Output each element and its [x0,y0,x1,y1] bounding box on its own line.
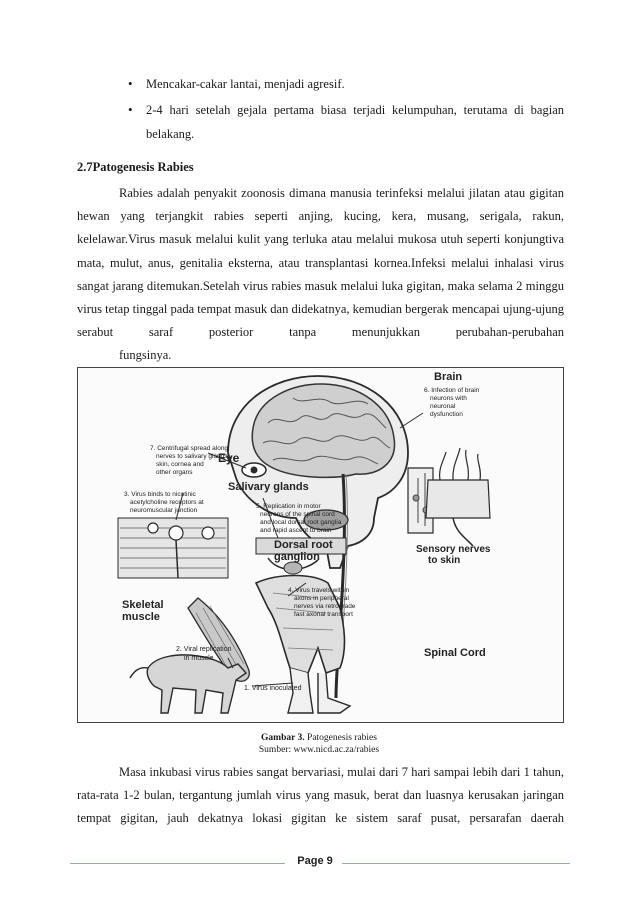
step-7-line-2: nerves to salivary glands, [156,453,230,460]
section-heading: 2.7Patogenesis Rabies [77,160,194,174]
figure-rabies-pathogenesis [77,367,564,723]
body-paragraph [77,182,564,368]
page-footer [70,855,570,871]
paragraph-text: Rabies adalah penyakit zoonosis dimana manusia terinfeksi melalui jilatan atau gigitan hewan yang terjangkit rabies seperti anjing, kucing, kera, musang, serigala, rakun, kelelawar.Virus masuk melalui kulit yang terluka atau melalui mukosa utuh seperti konjungtiva mata, mulut, anus, genitalia eksterna, atau transplantasi kornea.Infeksi melalui inhalasi virus sangat jarang ditemukan.Setelah virus rabies masuk melalui luka gigitan, maka selama 2 minggu virus tetap tinggal pada tempat masuk dan didekatnya, kemudian bergerak mencapai ujung-ujung serabut saraf posterior tanpa menunjukkan perubahan-perubahan [77,186,564,340]
label-dorsal-root: Dorsal root [274,539,333,551]
step-4-line-1: 4. Virus travels within [288,587,350,594]
paragraph-text: Masa inkubasi virus rabies sangat bervariasi, mulai dari 7 hari sampai lebih dari 1 tahun, rata-rata 1-2 bulan, tergantung jumlah virus yang masuk, berat dan luasnya kerusakan jaringan tempat gigitan, jauh dekatnya lokasi gigitan ke sistem saraf pusat, persarafan daerah [77,765,564,826]
label-salivary-glands: Salivary glands [228,481,309,493]
bullet-list [128,72,564,146]
figure-illustration [78,368,563,722]
label-eye: Eye [218,451,240,465]
figure-caption [0,733,638,743]
label-brain: Brain [434,371,463,383]
step-4-line-3: nerves via retrograde [294,603,356,610]
bullet-item: • 2-4 hari setelah gejala pertama biasa terjadi kelumpuhan, terutama di bagian belakang. [128,98,564,146]
step-3-line-3: neuromuscular junction [130,507,198,514]
label-skeletal: Skeletal [122,599,164,611]
footer-rule-right [342,863,570,864]
step-4-line-2: axons in peripheral [294,595,349,602]
step-2-line-1: 2. Viral replication [176,646,232,653]
step-3-line-2: acetylcholine receptors at [130,499,204,506]
caption-title: Patogenesis rabies [307,733,377,743]
label-muscle: muscle [122,611,160,623]
step-6-line-1: 6. Infection of brain [424,387,480,394]
step-3-line-1: 3. Virus binds to nicotinic [124,491,196,498]
paragraph-last-line: fungsinya. [119,348,172,363]
step-5-line-2: neurons of the spinal cord [260,511,335,518]
step-6-line-4: dysfunction [430,411,463,418]
page-number: Page 9 [297,855,333,867]
neuromuscular-junction [118,518,228,578]
caption-label: Gambar 3. [261,733,305,743]
body-paragraph [77,761,564,831]
label-sensory-nerves: Sensory nerves [416,544,491,555]
step-5-line-4: and rapid ascent to brain [260,527,332,534]
bullet-item: • Mencakar-cakar lantai, menjadi agresif. [128,72,564,96]
label-ganglion: ganglion [274,551,320,563]
step-6-line-3: neuronal [430,403,456,410]
step-5-line-1: 5. Replication in motor [256,503,321,510]
step-7-line-4: other organs [156,469,193,476]
step-4-line-4: fast axonal transport [294,611,353,618]
step-2-line-2: in muscle [184,655,214,662]
step-1-text: 1. Virus inoculated [244,685,302,692]
label-spinal-cord: Spinal Cord [424,647,486,659]
step-7-line-3: skin, cornea and [156,461,204,468]
figure-source: Sumber: www.nicd.ac.za/rabies [258,745,380,755]
footer-rule-left [70,863,285,864]
step-6-line-2: neurons with [430,395,467,402]
label-to-skin: to skin [428,555,461,566]
step-5-line-3: and local dorsal root ganglia [260,519,342,526]
step-7-line-1: 7. Centrifugal spread along [150,445,229,452]
